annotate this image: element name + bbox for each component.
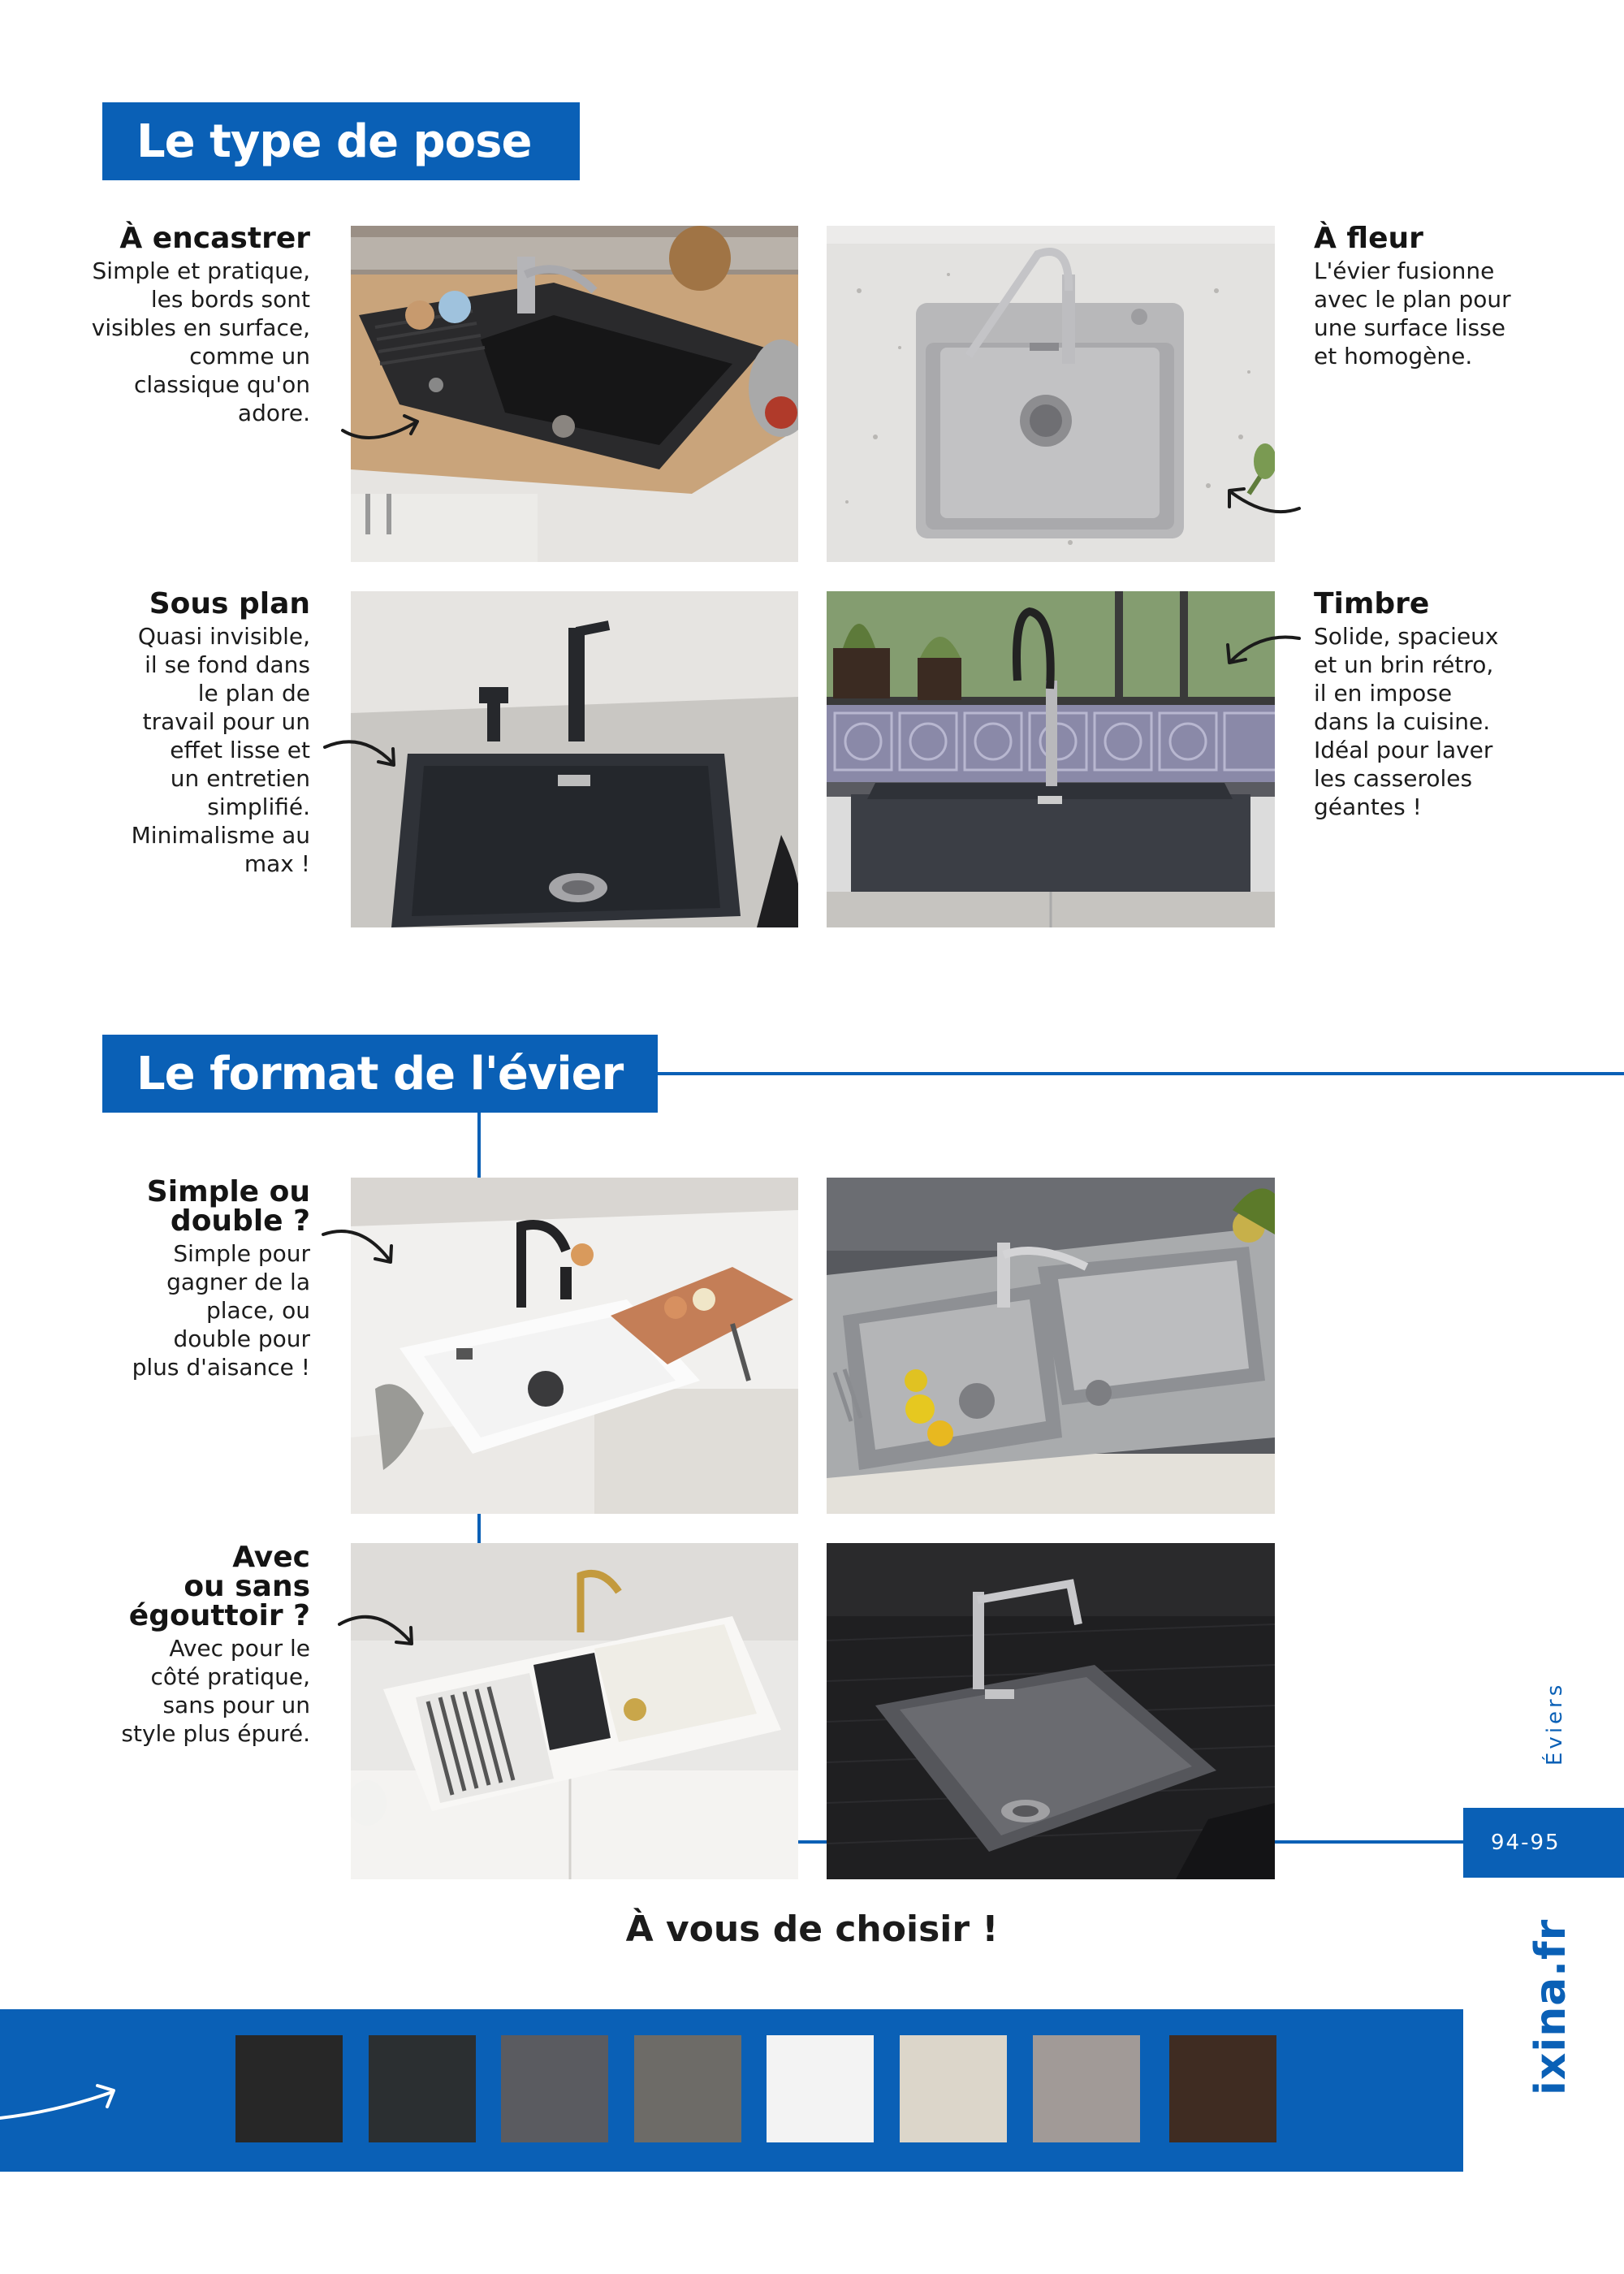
format-egouttoir-body (73, 1634, 310, 1748)
divider-line (1275, 1840, 1463, 1844)
text-line: les bords sont (150, 286, 310, 313)
section-title-format (102, 1035, 658, 1113)
pose-fleur-heading: À fleur (1314, 222, 1423, 255)
text-line: géantes ! (1314, 793, 1422, 820)
photo-sink-egouttoir-white (351, 1543, 798, 1879)
curved-arrow-icon (1220, 627, 1309, 668)
text-line: visibles en surface, (91, 314, 310, 341)
text-line: style plus épuré. (121, 1720, 310, 1747)
text-line: il se fond dans (145, 651, 310, 678)
text-line: classique qu'on (133, 371, 310, 398)
text-line: et homogène. (1314, 343, 1473, 370)
format-simple-double-body (73, 1239, 310, 1381)
curved-arrow-icon (0, 2076, 122, 2125)
text-line: comme un (189, 343, 310, 370)
text-line: gagner de la (166, 1269, 310, 1295)
photo-sink-sans-egouttoir (827, 1543, 1275, 1879)
text-line: place, ou (205, 1297, 310, 1324)
text-line: double ? (170, 1204, 310, 1238)
format-egouttoir-heading (73, 1543, 310, 1631)
text-line: adore. (237, 400, 310, 426)
format-simple-double-text (73, 1175, 310, 1381)
text-line: plus d'aisance ! (132, 1354, 310, 1381)
format-simple-double-heading (73, 1175, 310, 1238)
choose-heading: À vous de choisir ! (625, 1909, 999, 1950)
photo-sink-double-steel (827, 1178, 1275, 1514)
pose-sous-plan-text (73, 587, 310, 878)
photo-sink-a-fleur (827, 226, 1275, 562)
text-line: une surface lisse (1314, 314, 1505, 341)
curved-arrow-icon (336, 1603, 417, 1652)
pose-fleur-text (1314, 224, 1557, 370)
text-line: un entretien (170, 765, 310, 792)
text-line: avec le plan pour (1314, 286, 1511, 313)
photo-sink-encastrer (351, 226, 798, 562)
text-line: Minimalisme au (131, 822, 310, 849)
text-line: Idéal pour laver (1314, 737, 1493, 763)
text-line: Simple et pratique, (92, 257, 310, 284)
divider-line (477, 1514, 481, 1543)
pose-sous-plan-heading: Sous plan (149, 587, 310, 620)
pose-encastrer-heading: À encastrer (119, 222, 310, 255)
text-line: Avec (232, 1541, 310, 1574)
page-number-tab (1463, 1808, 1624, 1878)
text-line: effet lisse et (170, 737, 310, 763)
text-line: Simple ou (146, 1175, 310, 1208)
color-swatch (235, 2035, 343, 2142)
text-line: simplifié. (207, 793, 310, 820)
text-line: et un brin rétro, (1314, 651, 1494, 678)
divider-line (477, 1113, 481, 1178)
text-line: les casseroles (1314, 765, 1473, 792)
page-number: 94-95 (1491, 1831, 1561, 1855)
pose-encastrer-text (73, 224, 310, 427)
category-label: Éviers (1543, 1681, 1567, 1766)
divider-line (798, 1840, 827, 1844)
color-swatch (1169, 2035, 1276, 2142)
brand-logo: ixina.fr (1527, 1918, 1575, 2095)
pose-timbre-body (1314, 622, 1557, 821)
format-egouttoir-text (73, 1543, 310, 1748)
color-swatch (501, 2035, 608, 2142)
photo-sink-sous-plan (351, 591, 798, 927)
text-line: sans pour un (162, 1692, 310, 1718)
curved-arrow-icon (1220, 484, 1309, 525)
color-swatch (900, 2035, 1007, 2142)
text-line: Avec pour le (169, 1635, 310, 1662)
text-line: égouttoir ? (128, 1599, 310, 1632)
divider-line (658, 1072, 1624, 1075)
pose-sous-plan-body (73, 622, 310, 878)
text-line: le plan de (197, 680, 310, 707)
text-line: max ! (244, 850, 310, 877)
text-line: côté pratique, (150, 1663, 310, 1690)
photo-sink-simple-white (351, 1178, 798, 1514)
curved-arrow-icon (320, 1218, 401, 1267)
pose-timbre-heading: Timbre (1314, 587, 1430, 620)
text-line: il en impose (1314, 680, 1453, 707)
color-swatch (1033, 2035, 1140, 2142)
section-title-format-text: Le format de l'évier (136, 1047, 624, 1100)
section-title-pose (102, 102, 580, 180)
curved-arrow-icon (339, 398, 429, 447)
text-line: travail pour un (142, 708, 310, 735)
pose-encastrer-body (73, 257, 310, 427)
text-line: Solide, spacieux (1314, 623, 1499, 650)
text-line: L'évier fusionne (1314, 257, 1495, 284)
pose-fleur-body (1314, 257, 1557, 370)
text-line: ou sans (184, 1570, 310, 1603)
color-swatch (369, 2035, 476, 2142)
curved-arrow-icon (322, 731, 403, 772)
color-swatch (767, 2035, 874, 2142)
section-title-pose-text: Le type de pose (136, 115, 532, 168)
pose-timbre-text (1314, 587, 1557, 821)
text-line: dans la cuisine. (1314, 708, 1491, 735)
color-swatch (634, 2035, 741, 2142)
photo-sink-timbre (827, 591, 1275, 927)
text-line: Quasi invisible, (137, 623, 310, 650)
text-line: double pour (173, 1325, 310, 1352)
text-line: Simple pour (173, 1240, 310, 1267)
